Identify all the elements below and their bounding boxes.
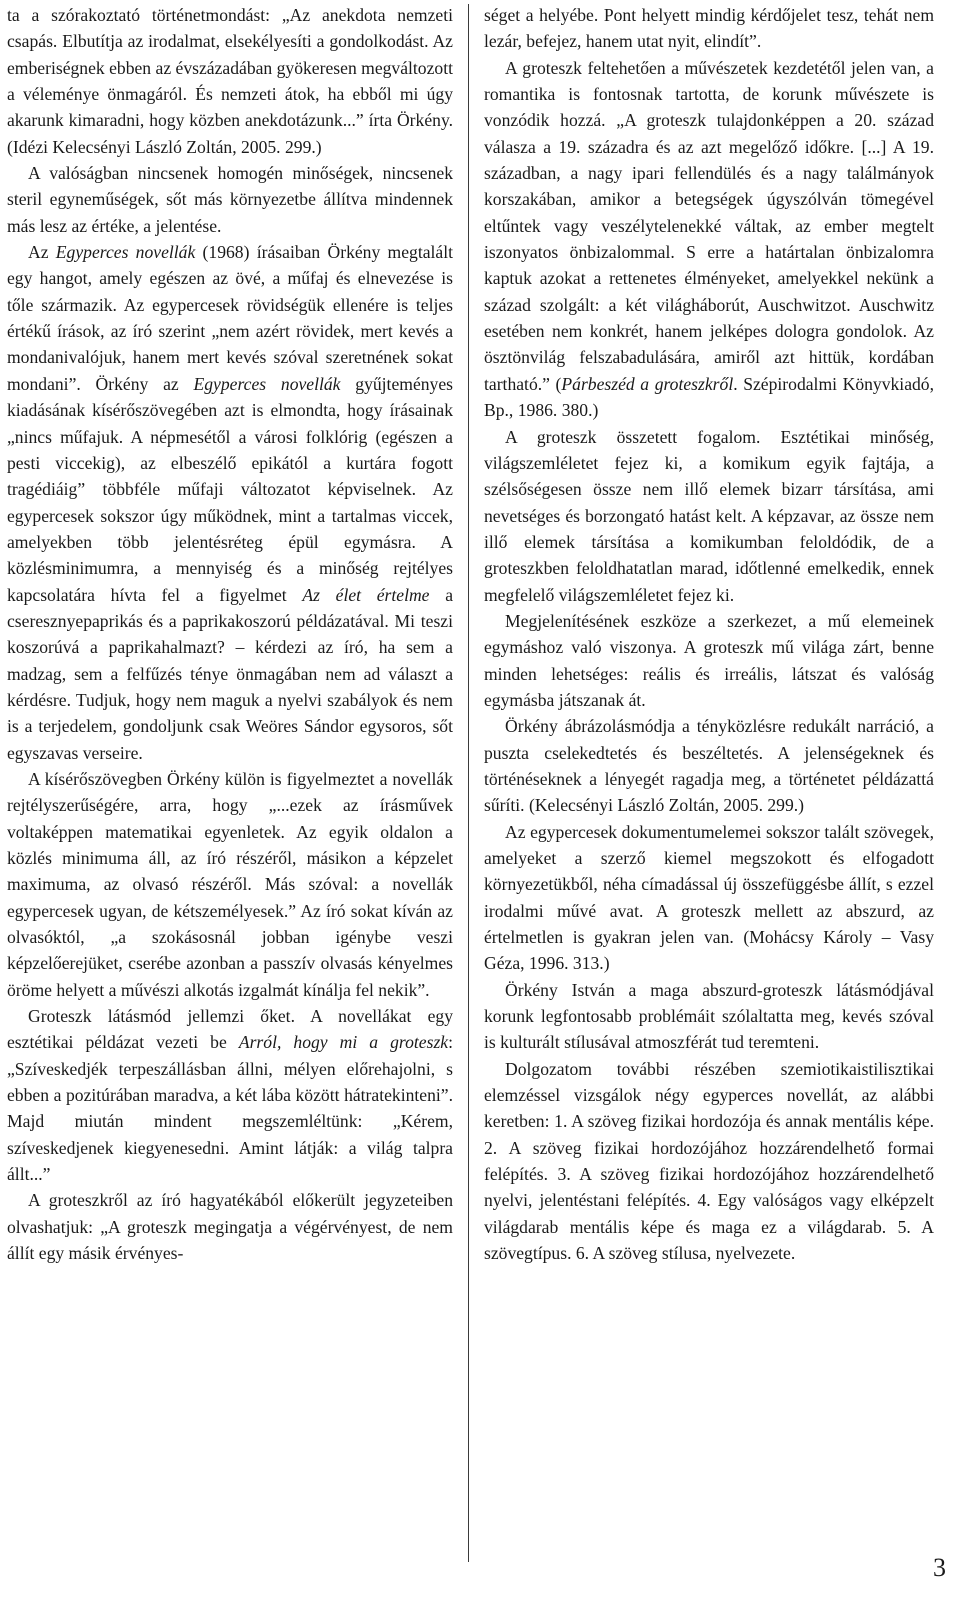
- italic-title: Az élet értelme: [302, 584, 430, 605]
- paragraph: Megjelenítésének eszköze a szerkezet, a mű elemeinek egymáshoz való viszonya. A groteszk mű világa zárt, benne minden lehetséges: reális és irreális, látszat és valóság egymásba játszanak át.: [484, 610, 934, 710]
- text-run: Groteszk látásmód jellemzi őket. A novellákat egy esztétikai példázat vezeti be: [7, 1006, 453, 1053]
- text-run: (1968) írásaiban Örkény megtalált egy hangot, amely egészen az övé, a műfaj és elnevezése is tőle származik. Az egypercesek rövidségük ellenére is teljes értékű írások, az író szerint „nem azért rövidek, mert kevés a mondanivalójuk, hanem mert kevés szóval szeretnének sokat mondani”. Örkény az: [7, 242, 453, 394]
- paragraph: A valóságban nincsenek homogén minőségek, nincsenek steril egyneműségek, sőt más környezetbe állítva mindennek más lesz az értéke, a jelentése.: [7, 163, 453, 236]
- italic-title: Egyperces novellák: [193, 373, 341, 394]
- paragraph: [7, 239, 453, 766]
- paragraph: [7, 1003, 453, 1187]
- page-number: 3: [933, 1553, 946, 1582]
- text-run: : „Szíveskedjék terpeszállásban állni, mélyen előrehajolni, s ebben a pozitúrában maradva, a két lába között hátratekinteni”. Majd miután mindent megszemléltünk: „Kérem, szíveskedjenek kiegyenesedni. Amint látják: a világ talpra állt...”: [7, 1032, 453, 1185]
- text-run: . Szépirodalmi Könyvkiadó, Bp., 1986. 380.): [484, 373, 934, 421]
- text-run: A groteszk feltehetően a művészetek kezdetétől jelen van, a romantika is fontosnak tartotta, de korunk művészete is vonzódik hozzá. „A groteszk tulajdonképpen a 20. század válasza a 19. századra és az azt megelőző időkre. [...] A 19. században, a nagy ipari fellendülés és a nagy találmányok korszakában, amikor a betegségek úgyszólván tömegével eltűntek vagy veszélytelenekké váltak, az ember megtelt iszonyatos önbizalommal. S erre a határtalan önbizalomra kaptuk azokat a rettenetes élményeket, amelyekkel nekünk a század szolgált: a két világháborút, Auschwitzot. Auschwitz esetében nem konkrét, hanem jelképes dologra gondolok. Az ösztönvilág felszabadulására, amiről azt hittük, kordában tartható.” (: [484, 57, 934, 394]
- paragraph: A kísérőszövegben Örkény külön is figyelmeztet a novellák rejtélyszerűségére, arra, hogy „...ezek az írásművek voltaképpen matematikai egyenletek. Az egyik oldalon a közlés minimuma áll, az író részéről, másikon a képzelet maximuma, az olvasó részéről. Más szóval: a novellák egypercesek ugyan, de kétszemélyesek.” Az író sokat kíván az olvasóktól, „a szokásosnál jobban igénybe veszi képzelőerejüket, cserébe azonban a passzív olvasás kényelmes öröme helyett a művészi alkotás izgalmát kínálja fel nekik”.: [7, 768, 453, 1000]
- paragraph: Az egypercesek dokumentumelemei sokszor talált szövegek, amelyeket a szerző kiemel megszokott és elfogadott környezetükből, néha címadással új összefüggésbe állít, s ezzel irodalmi művé avat. A groteszk mellett az abszurd, az értelmetlen is gyakran jelen van. (Mohácsy Károly – Vasy Géza, 1996. 313.): [484, 821, 934, 974]
- italic-title: Arról, hogy mi a groteszk: [238, 1032, 449, 1053]
- column-divider: [468, 4, 469, 1562]
- paragraph: A groteszkről az író hagyatékából előkerült jegyzeteiben olvashatjuk: „A groteszk megingatja a végérvényest, de nem állít egy másik érvényes-: [7, 1190, 453, 1264]
- text-run: a cseresznyepaprikás és a paprikakoszorú példázatával. Mi teszi koszorúvá a paprikahalmazt? – kérdezi az író, ha sem a madzag, sem a felfűzés ténye önmagában nem ad választ a kérdésre. Tudjuk, hogy nem maguk a nyelvi szabályok és nem is a terjedelem, gondoljunk csak Weöres Sándor egysoros, sőt egyszavas verseire.: [7, 584, 454, 763]
- paragraph: ta a szórakoztató történetmondást: „Az anekdota nemzeti csapás. Elbutítja az irodalmat, elsekélyesíti a gondolkodást. Az emberiségnek ebben az évszázadában gyökeresen megváltozott a véleménye önmagáról. És nemzeti átok, ha ebből mi úgy akarunk kimaradni, hogy közben anekdotázunk...” írta Örkény. (Idézi Kelecsényi László Zoltán, 2005. 299.): [7, 5, 453, 157]
- right-text-column: [484, 2, 934, 1267]
- text-run: Az: [28, 242, 56, 263]
- paragraph: [484, 55, 934, 424]
- paragraph: Örkény ábrázolásmódja a tényközlésre redukált narráció, a puszta cselekedtetés és beszéltetés. A jelenségeknek és történéseknek a lényegét ragadja meg, a történetet példázattá sűríti. (Kelecsényi László Zoltán, 2005. 299.): [484, 716, 934, 816]
- left-text-column: [7, 2, 453, 1267]
- italic-title: Egyperces novellák: [55, 242, 196, 263]
- paragraph: séget a helyébe. Pont helyett mindig kérdőjelet tesz, tehát nem lezár, befejez, hanem utat nyit, elindít”.: [484, 5, 934, 52]
- paragraph: Dolgozatom további részében szemiotikaistilisztikai elemzéssel vizsgálok négy egyperces novellát, az alábbi keretben: 1. A szöveg fizikai hordozója és annak mentális képe. 2. A szöveg fizikai hordozójához hozzárendelhető formai felépítés. 3. A szöveg fizikai hordozójához hozzárendelhető nyelvi, jelentéstani felépítés. 4. Egy valóságos vagy elképzelt világdarab mentális képe és maga ez a világdarab. 5. A szövegtípus. 6. A szöveg stílusa, nyelvezete.: [484, 1058, 934, 1264]
- text-run: gyűjteményes kiadásának kísérőszövegében azt is elmondta, hogy írásainak „nincs műfajuk. A népmesétől a városi folklórig (egészen a pesti viccekig), az elbeszélő epikától a kurtára fogott tragédiáig” többféle műfaji változatot képviselnek. Az egypercesek sokszor úgy működnek, mint a tartalmas viccek, amelyekben több jelentésréteg épül egymásra. A közlésminimumra, a mennyiség és a minőség rejtélyes kapcsolatára hívta fel a figyelmet: [7, 373, 453, 605]
- paragraph: Örkény István a maga abszurd-groteszk látásmódjával korunk legfontosabb problémáit szólaltatta meg, kevés szóval is kulturált stílusával atmoszférát tud teremteni.: [484, 979, 934, 1053]
- paragraph: A groteszk összetett fogalom. Esztétikai minőség, világszemléletet fejez ki, a komikum egyik fajtája, a szélsőségesen össze nem illő elemek bizarr társítása, ami nevetséges és borzongató hatást kelt. A képzavar, az össze nem illő elemek társítása a komikumban feloldódik, de a groteszkben feloldhatatlan marad, időtlenné emelkedik, ennek megfelelő világszemléletet fejez ki.: [484, 426, 934, 605]
- italic-title: Párbeszéd a groteszkről: [561, 373, 734, 394]
